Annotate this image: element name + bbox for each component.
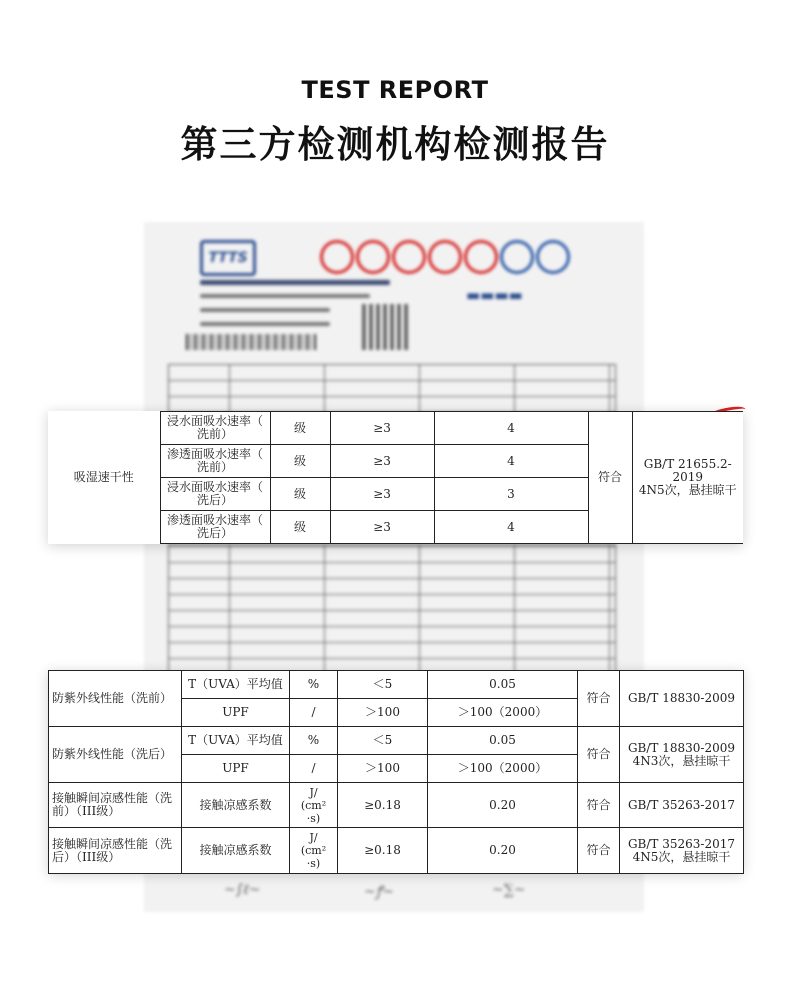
table-row xyxy=(49,671,744,699)
requirement-cell: ≥3 xyxy=(330,478,434,511)
requirement-cell: ＜5 xyxy=(338,727,428,755)
unit-cell: J/ (cm² ·s) xyxy=(290,783,338,828)
standard-cell: GB/T 35263-2017 4N5次，悬挂晾干 xyxy=(620,828,744,874)
value-cell: 4 xyxy=(434,412,588,445)
title-cn: 第三方检测机构检测报告 xyxy=(180,123,610,166)
item-cell: T（UVA）平均值 xyxy=(182,727,290,755)
qr-code-icon xyxy=(362,304,408,350)
value-cell: ＞100（2000） xyxy=(428,699,578,727)
standard-cell: GB/T 21655.2-2019 4N5次，悬挂晾干 xyxy=(632,412,743,544)
uv-cooling-table-panel xyxy=(48,670,743,873)
certification-seal-icon xyxy=(428,240,462,274)
requirement-cell: ≥3 xyxy=(330,445,434,478)
unit-cell: 级 xyxy=(270,412,330,445)
table-row xyxy=(49,727,744,755)
requirement-cell: ≥0.18 xyxy=(338,828,428,874)
requirement-cell: ＞100 xyxy=(338,699,428,727)
signature-icon: ~ꝭ~ xyxy=(364,884,395,900)
moisture-wicking-table xyxy=(48,411,743,544)
result-cell: 符合 xyxy=(588,412,632,544)
uv-cooling-table xyxy=(48,670,744,874)
result-cell: 符合 xyxy=(578,671,620,727)
value-cell: ＞100（2000） xyxy=(428,755,578,783)
category-cell: 防紫外线性能（洗后） xyxy=(49,727,182,783)
item-cell: UPF xyxy=(182,755,290,783)
value-cell: 4 xyxy=(434,445,588,478)
item-cell: 浸水面吸水速率（ 洗后） xyxy=(160,478,270,511)
result-cell: 符合 xyxy=(578,828,620,874)
item-cell: 接触凉感系数 xyxy=(182,828,290,874)
value-cell: 0.20 xyxy=(428,783,578,828)
item-cell: 渗透面吸水速率（ 洗前） xyxy=(160,445,270,478)
standard-cell: GB/T 35263-2017 xyxy=(620,783,744,828)
barcode-icon xyxy=(186,334,316,350)
unit-cell: 级 xyxy=(270,511,330,544)
item-cell: 接触凉感系数 xyxy=(182,783,290,828)
requirement-cell: ＞100 xyxy=(338,755,428,783)
requirement-cell: ＜5 xyxy=(338,671,428,699)
requirement-cell: ≥3 xyxy=(330,511,434,544)
unit-cell: % xyxy=(290,727,338,755)
value-cell: 0.20 xyxy=(428,828,578,874)
value-cell: 4 xyxy=(434,511,588,544)
requirement-cell: ≥3 xyxy=(330,412,434,445)
category-cell: 接触瞬间凉感性能（洗 前）（III级） xyxy=(49,783,182,828)
result-cell: 符合 xyxy=(578,727,620,783)
unit-cell: J/ (cm² ·s) xyxy=(290,828,338,874)
category-cell: 接触瞬间凉感性能（洗 后）（III级） xyxy=(49,828,182,874)
table-row xyxy=(49,783,744,828)
item-cell: UPF xyxy=(182,699,290,727)
signature-icon: ~∑~ xyxy=(492,882,526,898)
table-row xyxy=(48,412,743,445)
certification-seal-icon xyxy=(392,240,426,274)
item-cell: 渗透面吸水速率（ 洗后） xyxy=(160,511,270,544)
category-cell: 防紫外线性能（洗前） xyxy=(49,671,182,727)
unit-cell: / xyxy=(290,699,338,727)
table-row xyxy=(49,828,744,874)
unit-cell: / xyxy=(290,755,338,783)
item-cell: 浸水面吸水速率（ 洗前） xyxy=(160,412,270,445)
moisture-wicking-table-panel xyxy=(48,411,743,544)
unit-cell: 级 xyxy=(270,445,330,478)
category-cell: 吸湿速干性 xyxy=(73,470,134,484)
accreditation-seal-icon xyxy=(536,240,570,274)
standard-cell: GB/T 18830-2009 xyxy=(620,671,744,727)
testing-agency-logo-icon: TTTS xyxy=(200,240,256,276)
standard-cell: GB/T 18830-2009 4N3次，悬挂晾干 xyxy=(620,727,744,783)
result-cell: 符合 xyxy=(578,783,620,828)
item-cell: T（UVA）平均值 xyxy=(182,671,290,699)
certification-seal-icon xyxy=(356,240,390,274)
blurred-report-title-icon: ▬▬▬▬ xyxy=(466,286,523,304)
signature-icon: ~∫ℓ~ xyxy=(224,882,261,898)
accreditation-seal-icon xyxy=(500,240,534,274)
unit-cell: % xyxy=(290,671,338,699)
value-cell: 3 xyxy=(434,478,588,511)
certification-seal-icon xyxy=(320,240,354,274)
value-cell: 0.05 xyxy=(428,727,578,755)
unit-cell: 级 xyxy=(270,478,330,511)
title-en: TEST REPORT xyxy=(301,76,489,104)
certification-seal-icon xyxy=(464,240,498,274)
requirement-cell: ≥0.18 xyxy=(338,783,428,828)
value-cell: 0.05 xyxy=(428,671,578,699)
